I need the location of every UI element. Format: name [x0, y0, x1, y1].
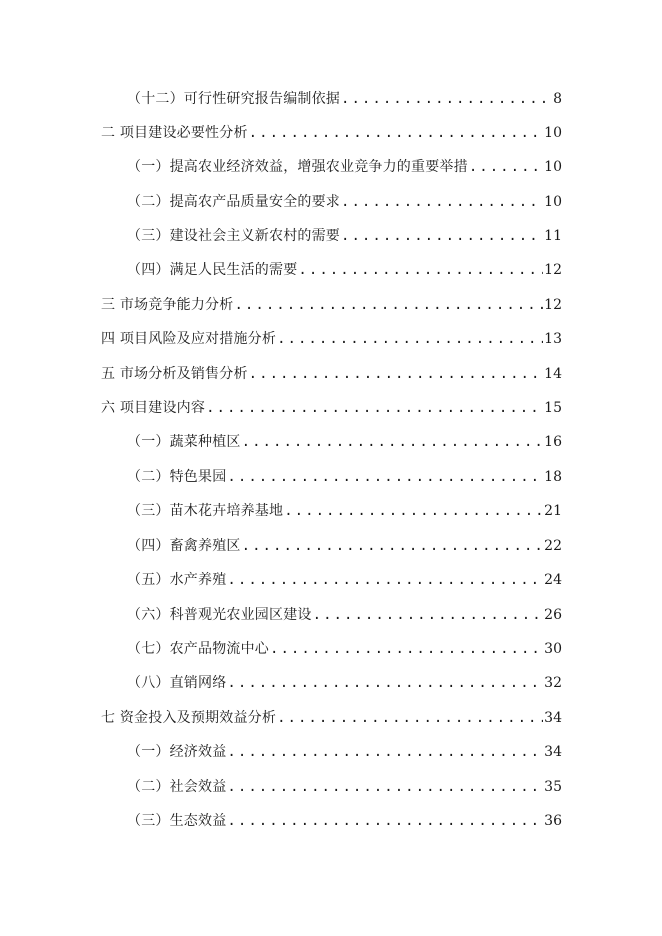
dot-leader: [469, 155, 543, 179]
toc-entry-title: （四）满足人民生活的需要: [127, 262, 298, 278]
toc-entry-page: 12: [544, 297, 562, 313]
toc-entry-6-8[interactable]: [127, 671, 562, 695]
dot-leader: [341, 87, 552, 111]
toc-entry-title: （七）农产品物流中心: [127, 641, 269, 657]
toc-entry-page: 22: [544, 538, 562, 554]
toc-entry-title: 四 项目风险及应对措施分析: [101, 331, 277, 347]
toc-entry-title: （二）社会效益: [127, 779, 227, 795]
toc-entry-page: 16: [544, 434, 562, 450]
toc-entry-title: （四）畜禽养殖区: [127, 538, 241, 554]
toc-entry-section-2[interactable]: [101, 121, 562, 145]
toc-entry-page: 26: [544, 607, 562, 623]
toc-entry-page: 34: [544, 710, 562, 726]
toc-entry-page: 24: [544, 572, 562, 588]
toc-entry-title: （十二）可行性研究报告编制依据: [127, 91, 340, 107]
dot-leader: [277, 327, 543, 351]
toc-entry-title: （八）直销网络: [127, 675, 227, 691]
toc-entry-page: 13: [544, 331, 562, 347]
toc-entry-title: 二 项目建设必要性分析: [101, 125, 248, 141]
toc-entry-page: 34: [544, 744, 562, 760]
toc-entry-6-1[interactable]: [127, 430, 562, 454]
toc-entry-6-3[interactable]: [127, 499, 562, 523]
toc-entry-6-7[interactable]: [127, 637, 562, 661]
dot-leader: [249, 121, 544, 145]
toc-entry-6-6[interactable]: [127, 603, 562, 627]
toc-entry-7-1[interactable]: [127, 740, 562, 764]
toc-entry-6-2[interactable]: [127, 465, 562, 489]
toc-entry-section-4[interactable]: [101, 327, 562, 351]
dot-leader: [341, 224, 543, 248]
toc-entry-6-4[interactable]: [127, 534, 562, 558]
toc-entry-page: 18: [544, 469, 562, 485]
dot-leader: [227, 568, 543, 592]
toc-entry-title: （三）建设社会主义新农村的需要: [127, 228, 340, 244]
toc-entry-title: 七 资金投入及预期效益分析: [101, 710, 277, 726]
dot-leader: [284, 499, 543, 523]
dot-leader: [227, 465, 543, 489]
toc-entry-page: 11: [544, 228, 562, 244]
toc-entry-section-7[interactable]: [101, 706, 562, 730]
toc-entry-title: 五 市场分析及销售分析: [101, 366, 248, 382]
toc-entry-title: （五）水产养殖: [127, 572, 227, 588]
toc-entry-7-3[interactable]: [127, 809, 562, 833]
toc-entry-title: （三）苗木花卉培养基地: [127, 503, 284, 519]
dot-leader: [249, 362, 544, 386]
toc-entry-2-3[interactable]: [127, 224, 562, 248]
toc-entry-page: 10: [544, 194, 562, 210]
toc-entry-12-feasibility-basis[interactable]: [127, 87, 562, 111]
toc-entry-page: 15: [544, 400, 562, 416]
dot-leader: [341, 190, 543, 214]
toc-entry-section-5[interactable]: [101, 362, 562, 386]
toc-entry-7-2[interactable]: [127, 775, 562, 799]
toc-entry-title: （一）蔬菜种植区: [127, 434, 241, 450]
toc-entry-page: 8: [553, 91, 562, 107]
dot-leader: [227, 809, 543, 833]
toc-entry-section-3[interactable]: [101, 293, 562, 317]
dot-leader: [277, 706, 543, 730]
toc-entry-page: 36: [544, 813, 562, 829]
toc-entry-title: （六）科普观光农业园区建设: [127, 607, 312, 623]
toc-entry-title: （二）提高农产品质量安全的要求: [127, 194, 340, 210]
dot-leader: [242, 534, 544, 558]
toc-entry-title: （一）提高农业经济效益，增强农业竞争力的重要举措: [127, 159, 468, 175]
dot-leader: [313, 603, 544, 627]
dot-leader: [234, 293, 543, 317]
toc-entry-title: （一）经济效益: [127, 744, 227, 760]
toc-entry-page: 21: [544, 503, 562, 519]
toc-entry-page: 10: [544, 159, 562, 175]
toc-entry-page: 32: [544, 675, 562, 691]
toc-entry-title: 三 市场竞争能力分析: [101, 297, 234, 313]
dot-leader: [227, 671, 543, 695]
toc-entry-2-1[interactable]: [127, 155, 562, 179]
toc-entry-6-5[interactable]: [127, 568, 562, 592]
toc-entry-2-2[interactable]: [127, 190, 562, 214]
toc-entry-page: 14: [544, 366, 562, 382]
toc-entry-page: 12: [544, 262, 562, 278]
toc-entry-2-4[interactable]: [127, 258, 562, 282]
dot-leader: [270, 637, 543, 661]
toc-entry-title: 六 项目建设内容: [101, 400, 206, 416]
dot-leader: [206, 396, 543, 420]
toc-entry-section-6[interactable]: [101, 396, 562, 420]
dot-leader: [227, 740, 543, 764]
toc-entry-title: （二）特色果园: [127, 469, 227, 485]
dot-leader: [298, 258, 543, 282]
toc-entry-page: 35: [544, 779, 562, 795]
toc-entry-title: （三）生态效益: [127, 813, 227, 829]
dot-leader: [242, 430, 544, 454]
toc-entry-page: 10: [544, 125, 562, 141]
dot-leader: [227, 775, 543, 799]
toc-entry-page: 30: [544, 641, 562, 657]
